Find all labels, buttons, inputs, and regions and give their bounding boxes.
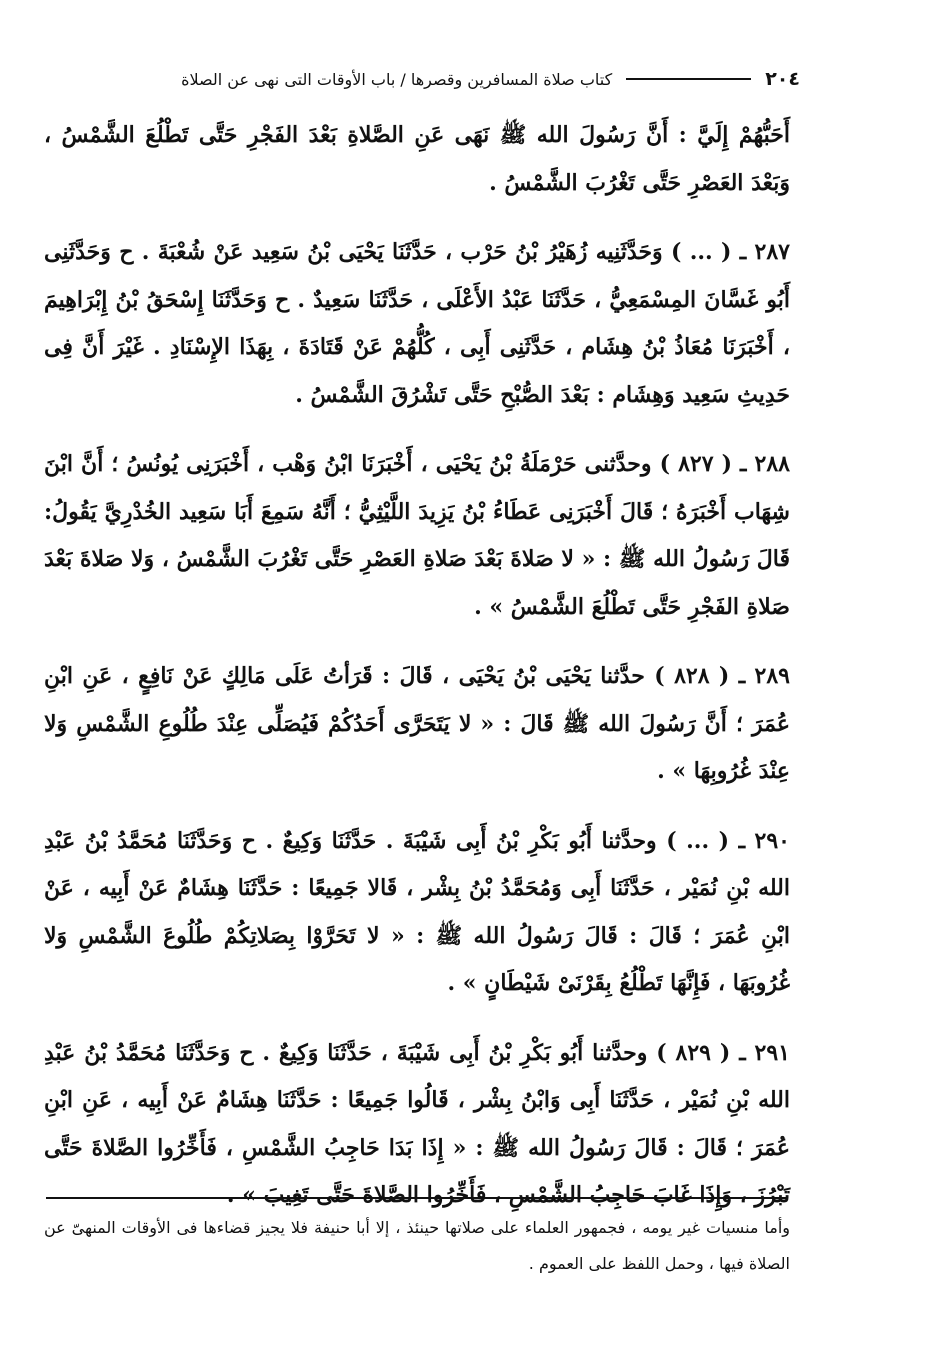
hadith-290 [44, 818, 790, 1008]
paragraph-text: وحدَّثنا أَبُو بَكْرِ بْنُ أَبِى شَيْبَةَ . حَدَّثَنَا وَكِيعٌ . ح وَحَدَّثَنَا مُحَمَّدُ بْنُ عَبْدِ الله بْنِ نُمَيْر ، حَدَّثَنَا أَبِى وَمُحَمَّدُ بْنُ بِشْر ، قَالا جَمِيعًا : حَدَّثَنَا هِشَامٌ عَنْ أَبِيه ، عَنْ ابْنِ عُمَرَ ؛ قَالَ : قَالَ رَسُولُ الله ﷺ : « لا تَحَرَّوْا بِصَلاتِكُمْ طُلُوعَ الشَّمْسِ وَلا غُرُوبَهَا ، فَإِنَّهَا تَطْلُعُ بِقَرْنَىْ شَيْطَانٍ » . [44, 827, 790, 996]
paragraph-text: وحدَّثنى حَرْمَلَةُ بْنُ يَحْيَى ، أَخْبَرَنَا ابْنُ وَهْب ، أَخْبَرَنِى يُونُسُ ؛ أَنَّ ابْنَ شِهَاب أَخْبَرَهُ ؛ قَالَ أَخْبَرَنِى عَطَاءُ بْنُ يَزِيدَ اللَّيْثِيُّ ؛ أَنَّهُ سَمِعَ أَبَا سَعِيد الخُدْرِيَّ يَقُولُ: قَالَ رَسُولُ الله ﷺ : « لا صَلاةَ بَعْدَ صَلاةِ العَصْرِ حَتَّى تَغْرُبَ الشَّمْسُ ، وَلا صَلاةَ بَعْدَ صَلاةِ الفَجْرِ حَتَّى تَطْلُعَ الشَّمْسُ » . [44, 451, 790, 620]
paragraph-text: وحدَّثنا أَبُو بَكْرِ بْنُ أَبِى شَيْبَةَ ، حَدَّثَنَا وَكِيعٌ . ح وَحَدَّثَنَا مُحَمَّدُ بْنُ عَبْدِ الله بْنِ نُمَيْر ، حَدَّثَنَا أَبِى وَابْنُ بِشْر ، قَالُوا جَمِيعًا : حَدَّثَنَا هِشَامٌ عَنْ أَبِيه ، عَنِ ابْنِ عُمَرَ ؛ قَالَ : قَالَ رَسُولُ الله ﷺ : « إِذَا بَدَا حَاجِبُ الشَّمْسِ ، فَأَخِّرُوا الصَّلاةَ حَتَّى تَبْرُزَ ، وَإِذَا غَابَ حَاجِبُ الشَّمْسِ ، فَأَخِّرُوا الصَّلاةَ حَتَّى تَغِيبَ » . [44, 1039, 790, 1208]
running-header [30, 62, 800, 96]
footnote-text: وأما منسيات غير يومه ، فجمهور العلماء على صلاتها حينئذ ، إلا أبا حنيفة فلا يجيز قضاءها فى الأوقات المنهىّ عن الصلاة فيها ، وحمل اللفظ على العموم . [44, 1218, 790, 1273]
hadith-288 [44, 441, 790, 631]
running-title: كتاب صلاة المسافرين وقصرها / باب الأوقات التى نهى عن الصلاة [181, 69, 613, 89]
header-rule [626, 78, 751, 80]
paragraph-text: أَحَبُّهُمْ إِلَيَّ : أَنَّ رَسُولَ الله ﷺ نَهَى عَنِ الصَّلاةِ بَعْدَ الفَجْرِ حَتَّى تَطْلُعَ الشَّمْسُ ، وَبَعْدَ العَصْرِ حَتَّى تَغْرُبَ الشَّمْسُ . [44, 122, 790, 196]
hadith-number: ٢٩٠ ـ ( ... ) [666, 827, 790, 854]
hadith-287 [44, 229, 790, 419]
paragraph-text: وَحَدَّثَنِيه زُهَيْرُ بْنُ حَرْب ، حَدَّثَنَا يَحْيَى بْنُ سَعِيد عَنْ شُعْبَةَ . ح وَحَدَّثَنِى أَبُو غَسَّانَ المِسْمَعِيُّ ، حَدَّثَنَا عَبْدُ الأَعْلَى ، حَدَّثَنَا سَعِيدٌ . ح وَحَدَّثَنَا إِسْحَقُ بْنُ إِبْرَاهِيمَ ، أَخْبَرَنَا مُعَاذُ بْنُ هِشَام ، حَدَّثَنِى أَبِى ، كُلُّهُمْ عَنْ قَتَادَةَ ، بِهَذَا الإِسْنَادِ . غَيْرَ أَنَّ فِى حَدِيثِ سَعِيد وَهِشَام : بَعْدَ الصُّبْحِ حَتَّى تَشْرُقَ الشَّمْسُ . [44, 239, 790, 408]
hadith-291 [44, 1030, 790, 1220]
hadith-number: ٢٨٨ ـ ( ٨٢٧ ) [659, 451, 790, 477]
footnote-separator [46, 1197, 788, 1199]
page-number: ٢٠٤ [765, 68, 800, 90]
hadith-number: ٢٨٧ ـ ( ... ) [671, 239, 790, 265]
main-text [44, 112, 790, 1220]
paragraph-text: حدَّثنا يَحْيَى بْنُ يَحْيَى ، قَالَ : قَرَأتُ عَلَى مَالِكٍ عَنْ نَافِعٍ ، عَنِ ابْنِ عُمَرَ ؛ أَنَّ رَسُولَ الله ﷺ قَالَ : « لا يَتَحَرَّى أَحَدُكُمْ فَيُصَلِّى عِنْدَ طُلُوعِ الشَّمْسِ وَلا عِنْدَ غُرُوبِهَا » . [44, 663, 790, 784]
hadith-number: ٢٩١ ـ ( ٨٢٩ ) [656, 1039, 790, 1066]
hadith-289 [44, 653, 790, 796]
footnote [44, 1210, 790, 1282]
hadith-number: ٢٨٩ ـ ( ٨٢٨ ) [654, 663, 790, 689]
paragraph-continuation [44, 112, 790, 207]
